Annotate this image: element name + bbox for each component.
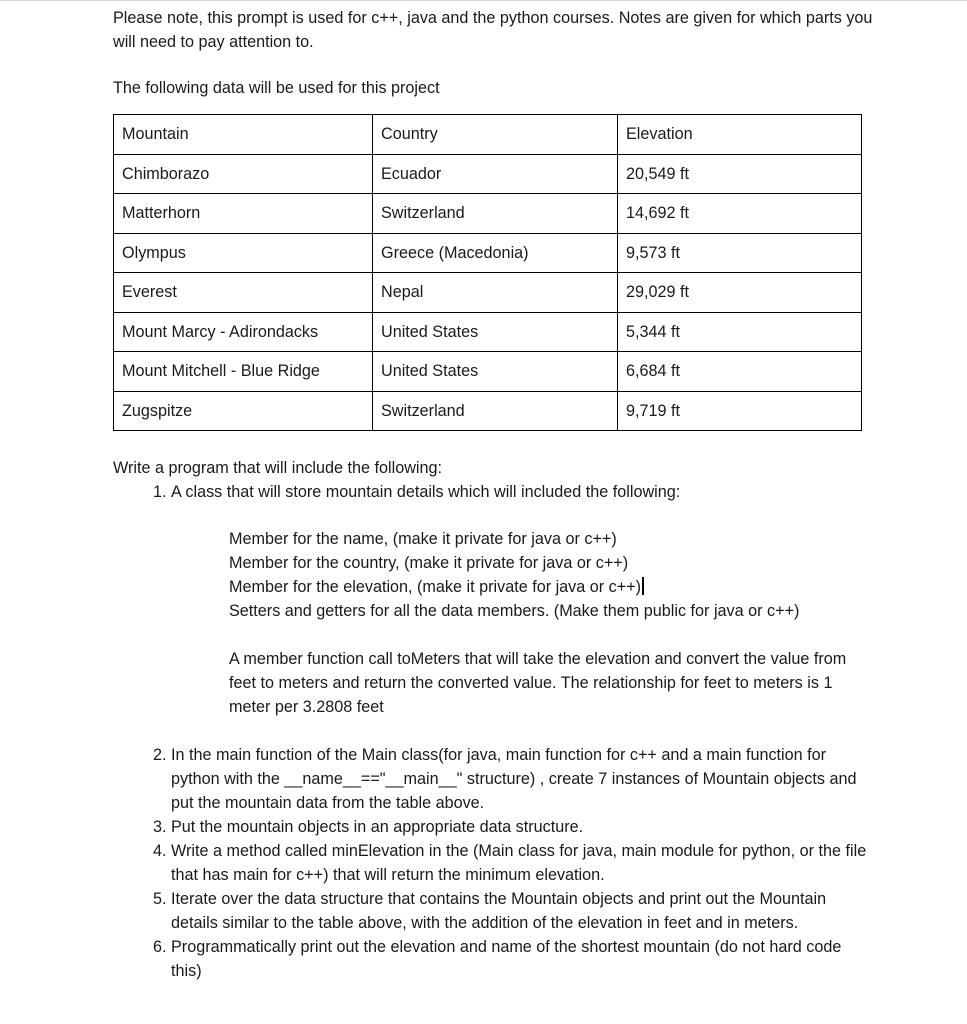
table-cell: Mount Mitchell - Blue Ridge [114,352,373,392]
table-cell: Nepal [373,273,618,313]
table-cell: Switzerland [373,391,618,431]
text-cursor [642,577,644,595]
table-row [114,273,862,313]
requirements-list [113,480,873,504]
table-cell: Zugspitze [114,391,373,431]
data-intro: The following data will be used for this project [113,79,440,97]
member-elevation: Member for the elevation, (make it private for java or c++) [229,575,873,599]
table-row [114,391,862,431]
list-item: 2. In the main function of the Main class(for java, main function for c++ and a main function for python with the __name__=="__main__" structure) , create 7 instances of Mountain objects and put the mountain data from the table above. [171,743,873,815]
top-border [0,0,967,1]
table-header-cell: Mountain [114,115,373,155]
table-cell: Olympus [114,233,373,273]
table-cell: Ecuador [373,154,618,194]
table-cell: Mount Marcy - Adirondacks [114,312,373,352]
requirements-list-continued [113,743,873,983]
table-row [114,194,862,234]
table-cell: Greece (Macedonia) [373,233,618,273]
table-cell: Matterhorn [114,194,373,234]
mountain-table [113,114,862,431]
tometers-description: A member function call toMeters that will take the elevation and convert the value from feet to meters and return the converted value. The relationship for feet to meters is 1 meter per 3.2808 feet [229,650,847,716]
table-cell: 20,549 ft [618,154,862,194]
intro-section [113,6,873,100]
list-item: 4. Write a method called minElevation in the (Main class for java, main module for python, or the file that has main for c++) that will return the minimum elevation. [171,839,873,887]
member-list [113,527,873,719]
member-name: Member for the name, (make it private for java or c++) [229,530,617,548]
table-cell: 6,684 ft [618,352,862,392]
table-cell: 14,692 ft [618,194,862,234]
list-item: 3. Put the mountain objects in an appropriate data structure. [171,815,873,839]
setters-getters: Setters and getters for all the data members. (Make them public for java or c++) [229,602,800,620]
table-cell: United States [373,312,618,352]
list-item: 5. Iterate over the data structure that contains the Mountain objects and print out the Mountain details similar to the table above, with the addition of the elevation in feet and in meters. [171,887,873,935]
table-cell: United States [373,352,618,392]
table-row [114,312,862,352]
table-cell: 9,573 ft [618,233,862,273]
table-row [114,154,862,194]
course-note: Please note, this prompt is used for c++, java and the python courses. Notes are given for which parts you will need to pay attention to. [113,9,873,51]
table-row [114,352,862,392]
table-cell: 29,029 ft [618,273,862,313]
member-country: Member for the country, (make it private for java or c++) [229,554,629,572]
table-cell: Switzerland [373,194,618,234]
program-intro: Write a program that will include the following: [113,459,442,477]
list-item: 6. Programmatically print out the elevation and name of the shortest mountain (do not hard code this) [171,935,873,983]
table-cell: 5,344 ft [618,312,862,352]
table-cell: 9,719 ft [618,391,862,431]
table-header-row [114,115,862,155]
table-cell: Chimborazo [114,154,373,194]
table-header-cell: Country [373,115,618,155]
table-cell: Everest [114,273,373,313]
table-header-cell: Elevation [618,115,862,155]
table-row [114,233,862,273]
document-page [113,6,873,983]
program-section [113,456,873,983]
list-item: 1. A class that will store mountain details which will included the following: [171,480,873,504]
